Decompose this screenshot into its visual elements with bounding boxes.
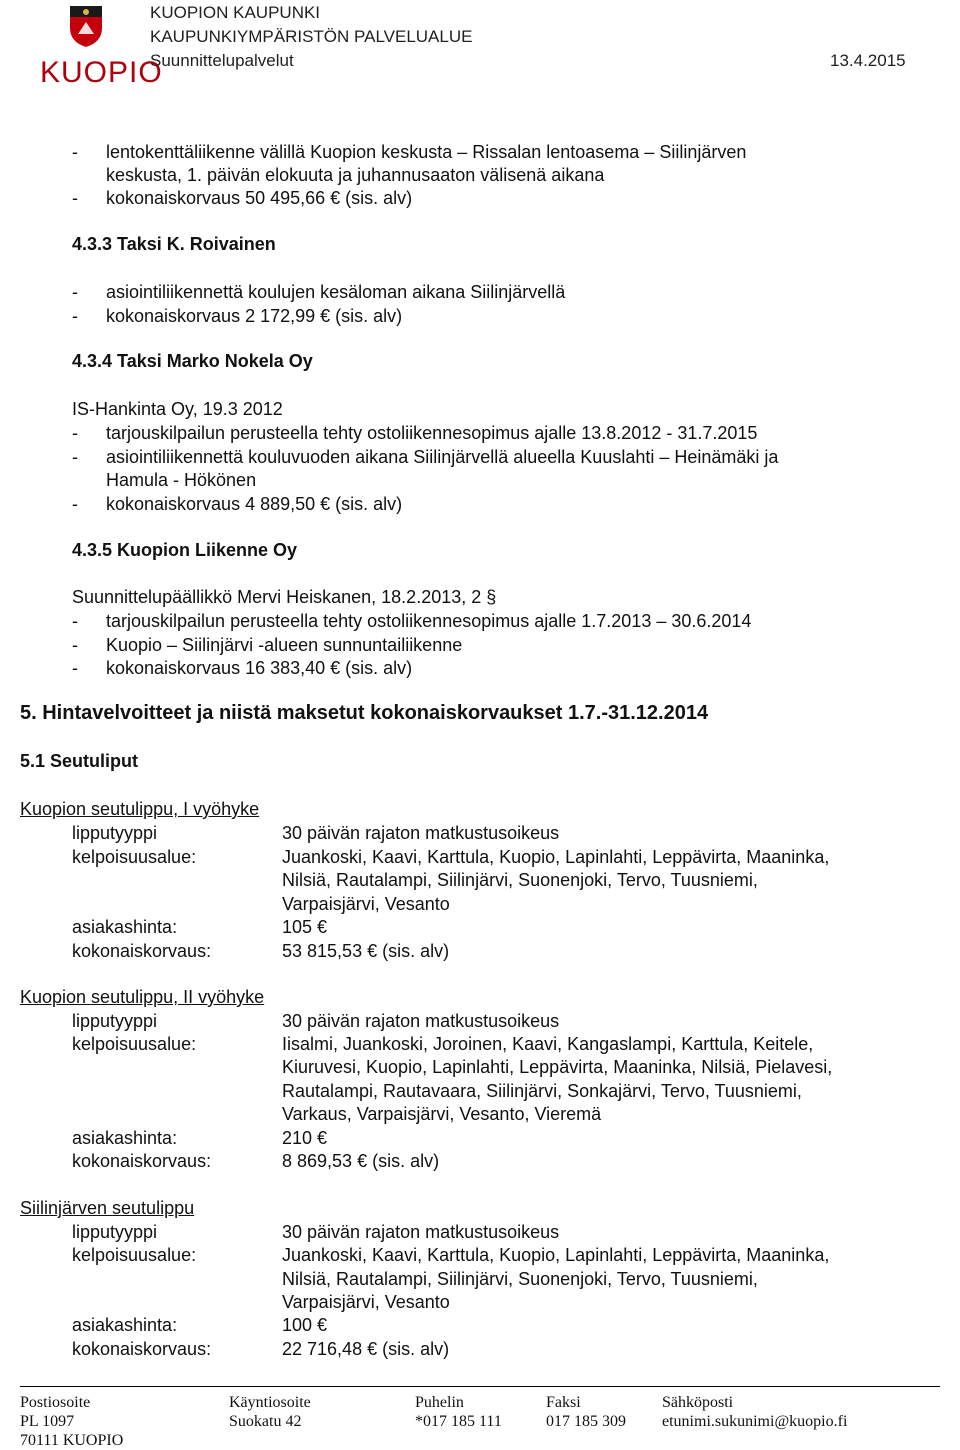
dash: - <box>72 306 78 326</box>
footer-postal-line: 70111 KUOPIO <box>20 1432 124 1449</box>
section-heading: 4.3.5 Kuopion Liikenne Oy <box>72 540 298 560</box>
section-subtitle: Suunnittelupäällikkö Mervi Heiskanen, 18.2.2013, 2 § <box>72 587 497 607</box>
ticket-type-label: lipputyyppi <box>72 1222 158 1242</box>
ticket-area-line: Varpaisjärvi, Vesanto <box>282 1292 450 1312</box>
list-item: asiointiliikennettä kouluvuoden aikana Siilinjärvellä alueella Kuuslahti – Heinämäki ja <box>106 447 779 467</box>
ticket-area-line: Nilsiä, Rautalampi, Siilinjärvi, Suonenjoki, Tervo, Tuusniemi, <box>282 870 758 890</box>
dash: - <box>72 188 78 208</box>
list-item-continuation: Hamula - Hökönen <box>106 470 257 490</box>
footer-fax-number: 017 185 309 <box>546 1413 626 1430</box>
ticket-compensation-value: 8 869,53 € (sis. alv) <box>282 1151 440 1171</box>
ticket-type-value: 30 päivän rajaton matkustusoikeus <box>282 1222 560 1242</box>
dash: - <box>72 282 78 302</box>
ticket-price-label: asiakashinta: <box>72 1128 178 1148</box>
ticket-compensation-value: 53 815,53 € (sis. alv) <box>282 941 450 961</box>
ticket-compensation-label: kokonaiskorvaus: <box>72 1151 212 1171</box>
footer-divider <box>20 1386 940 1387</box>
logo-text: KUOPIO <box>40 56 163 89</box>
department-name: KAUPUNKIYMPÄRISTÖN PALVELUALUE <box>150 27 473 46</box>
ticket-type-label: lipputyyppi <box>72 823 158 843</box>
dash: - <box>72 658 78 678</box>
ticket-price-label: asiakashinta: <box>72 1315 178 1335</box>
chapter-heading: 5. Hintavelvoitteet ja niistä maksetut kokonaiskorvaukset 1.7.-31.12.2014 <box>20 702 709 724</box>
ticket-area-line: Iisalmi, Juankoski, Joroinen, Kaavi, Kangaslampi, Karttula, Keitele, <box>282 1034 814 1054</box>
list-item-continuation: keskusta, 1. päivän elokuuta ja juhannusaaton välisenä aikana <box>106 165 605 185</box>
footer-phone-heading: Puhelin <box>415 1394 464 1411</box>
list-item: kokonaiskorvaus 2 172,99 € (sis. alv) <box>106 306 403 326</box>
section-subtitle: IS-Hankinta Oy, 19.3 2012 <box>72 399 283 419</box>
ticket-area-line: Varkaus, Varpaisjärvi, Vesanto, Vieremä <box>282 1104 602 1124</box>
list-item: lentokenttäliikenne välillä Kuopion keskusta – Rissalan lentoasema – Siilinjärven <box>106 142 747 162</box>
list-item: kokonaiskorvaus 50 495,66 € (sis. alv) <box>106 188 413 208</box>
ticket-price-label: asiakashinta: <box>72 917 178 937</box>
ticket-title: Kuopion seutulippu, I vyöhyke <box>20 799 260 819</box>
ticket-type-label: lipputyyppi <box>72 1011 158 1031</box>
ticket-type-value: 30 päivän rajaton matkustusoikeus <box>282 823 560 843</box>
org-name: KUOPION KAUPUNKI <box>150 3 321 22</box>
list-item: kokonaiskorvaus 16 383,40 € (sis. alv) <box>106 658 413 678</box>
dash: - <box>72 142 78 162</box>
subchapter-heading: 5.1 Seutuliput <box>20 751 139 771</box>
ticket-area-line: Kiuruvesi, Kuopio, Lapinlahti, Leppävirta, Maaninka, Nilsiä, Pielavesi, <box>282 1057 833 1077</box>
ticket-price-value: 100 € <box>282 1315 328 1335</box>
ticket-type-value: 30 päivän rajaton matkustusoikeus <box>282 1011 560 1031</box>
list-item: kokonaiskorvaus 4 889,50 € (sis. alv) <box>106 494 403 514</box>
footer-email-heading: Sähköposti <box>662 1394 734 1411</box>
list-item: asiointiliikennettä koulujen kesäloman aikana Siilinjärvellä <box>106 282 566 302</box>
footer-postal-heading: Postiosoite <box>20 1394 91 1411</box>
list-item: Kuopio – Siilinjärvi -alueen sunnuntailiikenne <box>106 635 463 655</box>
footer-phone-number: *017 185 111 <box>415 1413 502 1430</box>
footer-fax-heading: Faksi <box>546 1394 581 1411</box>
dash: - <box>72 635 78 655</box>
section-heading: 4.3.4 Taksi Marko Nokela Oy <box>72 351 313 371</box>
ticket-title: Siilinjärven seutulippu <box>20 1198 195 1218</box>
dash: - <box>72 423 78 443</box>
footer-email-link[interactable]: etunimi.sukunimi@kuopio.fi <box>662 1413 848 1430</box>
kuopio-logo <box>36 4 163 94</box>
footer-postal-line: PL 1097 <box>20 1413 75 1430</box>
dash: - <box>72 494 78 514</box>
ticket-area-line: Varpaisjärvi, Vesanto <box>282 894 450 914</box>
ticket-area-line: Nilsiä, Rautalampi, Siilinjärvi, Suonenjoki, Tervo, Tuusniemi, <box>282 1269 758 1289</box>
document-date: 13.4.2015 <box>830 51 906 70</box>
ticket-compensation-label: kokonaiskorvaus: <box>72 941 212 961</box>
list-item: tarjouskilpailun perusteella tehty ostoliikennesopimus ajalle 1.7.2013 – 30.6.2014 <box>106 611 752 631</box>
ticket-price-value: 210 € <box>282 1128 328 1148</box>
footer-visit-address: Suokatu 42 <box>229 1413 302 1430</box>
ticket-compensation-label: kokonaiskorvaus: <box>72 1339 212 1359</box>
ticket-area-label: kelpoisuusalue: <box>72 847 197 867</box>
dash: - <box>72 611 78 631</box>
ticket-title: Kuopion seutulippu, II vyöhyke <box>20 987 265 1007</box>
ticket-area-line: Juankoski, Kaavi, Karttula, Kuopio, Lapinlahti, Leppävirta, Maaninka, <box>282 1245 830 1265</box>
ticket-area-line: Juankoski, Kaavi, Karttula, Kuopio, Lapinlahti, Leppävirta, Maaninka, <box>282 847 830 867</box>
coat-of-arms-icon <box>68 4 104 48</box>
ticket-area-label: kelpoisuusalue: <box>72 1245 197 1265</box>
ticket-area-label: kelpoisuusalue: <box>72 1034 197 1054</box>
footer-visit-heading: Käyntiosoite <box>229 1394 311 1411</box>
ticket-price-value: 105 € <box>282 917 328 937</box>
ticket-compensation-value: 22 716,48 € (sis. alv) <box>282 1339 450 1359</box>
dash: - <box>72 447 78 467</box>
list-item: tarjouskilpailun perusteella tehty ostoliikennesopimus ajalle 13.8.2012 - 31.7.2015 <box>106 423 758 443</box>
ticket-area-line: Rautalampi, Rautavaara, Siilinjärvi, Sonkajärvi, Tervo, Tuusniemi, <box>282 1081 802 1101</box>
section-heading: 4.3.3 Taksi K. Roivainen <box>72 234 276 254</box>
unit-name: Suunnittelupalvelut <box>150 51 294 70</box>
